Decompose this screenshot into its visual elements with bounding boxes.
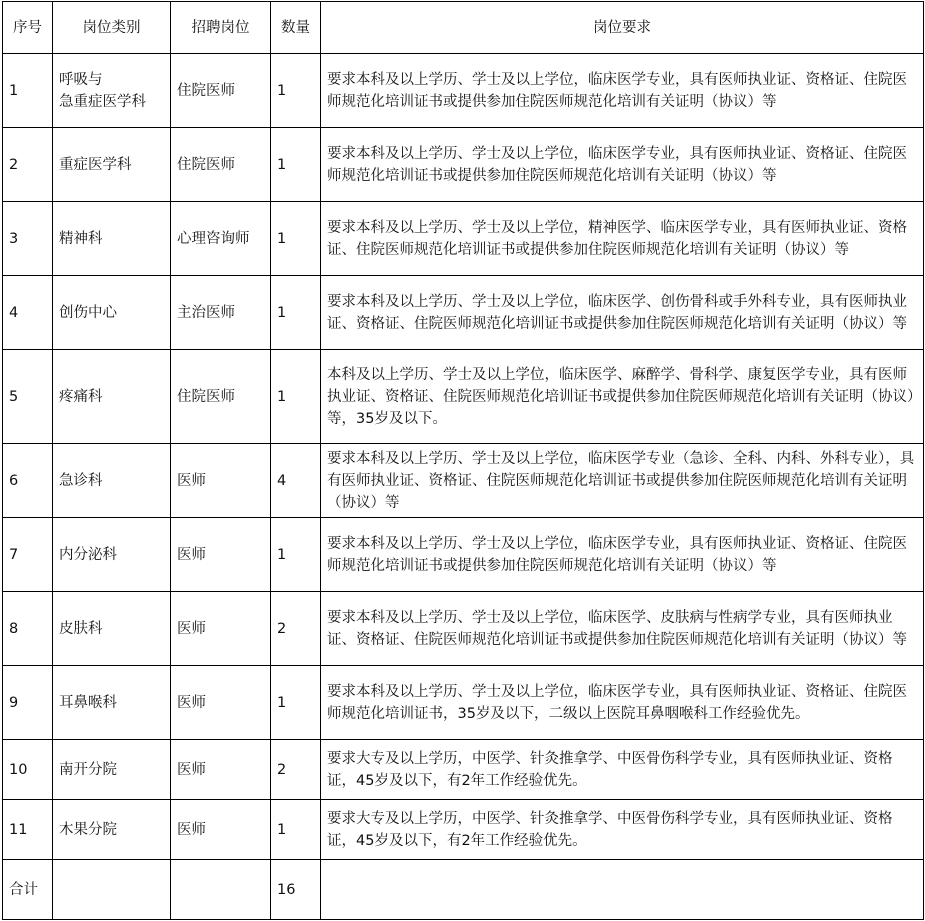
header-position: 招聘岗位 [171,2,271,54]
total-category-empty [53,860,171,920]
row-requirement: 本科及以上学历、学士及以上学位，临床医学、麻醉学、骨科学、康复医学专业，具有医师执业证、资格证、住院医师规范化培训证书或提供参加住院医师规范化培训有关证明（协议）等，35岁及以下。 [321,350,924,444]
table-row [3,518,924,592]
row-count: 1 [271,276,321,350]
total-position-empty [171,860,271,920]
table-row [3,350,924,444]
row-requirement: 要求本科及以上学历、学士及以上学位，临床医学、皮肤病与性病学专业，具有医师执业证、资格证、住院医师规范化培训证书或提供参加住院医师规范化培训有关证明（协议）等 [321,592,924,666]
row-count: 1 [271,202,321,276]
row-position: 住院医师 [171,350,271,444]
row-seq: 9 [3,666,53,740]
row-position: 医师 [171,518,271,592]
row-category: 创伤中心 [53,276,171,350]
header-count: 数量 [271,2,321,54]
row-count: 1 [271,350,321,444]
row-seq: 10 [3,740,53,800]
row-requirement: 要求本科及以上学历、学士及以上学位，精神医学、临床医学专业，具有医师执业证、资格证、住院医师规范化培训证书或提供参加住院医师规范化培训有关证明（协议）等 [321,202,924,276]
total-requirement-empty [321,860,924,920]
row-category: 耳鼻喉科 [53,666,171,740]
table-row [3,444,924,518]
table-row [3,666,924,740]
row-count: 1 [271,54,321,128]
row-requirement: 要求本科及以上学历、学士及以上学位，临床医学专业，具有医师执业证、资格证、住院医师规范化培训证书或提供参加住院医师规范化培训有关证明（协议）等 [321,54,924,128]
table-row [3,276,924,350]
row-requirement: 要求本科及以上学历、学士及以上学位，临床医学专业（急诊、全科、内科、外科专业），具有医师执业证、资格证、住院医师规范化培训证书或提供参加住院医师规范化培训有关证明（协议）等 [321,444,924,518]
row-category: 重症医学科 [53,128,171,202]
row-category: 精神科 [53,202,171,276]
total-label: 合计 [3,860,53,920]
row-requirement: 要求本科及以上学历、学士及以上学位，临床医学专业，具有医师执业证、资格证、住院医师规范化培训证书或提供参加住院医师规范化培训有关证明（协议）等 [321,128,924,202]
row-category: 皮肤科 [53,592,171,666]
row-position: 住院医师 [171,128,271,202]
row-count: 1 [271,800,321,860]
row-count: 1 [271,128,321,202]
row-seq: 1 [3,54,53,128]
row-seq: 7 [3,518,53,592]
row-seq: 11 [3,800,53,860]
row-requirement: 要求大专及以上学历，中医学、针灸推拿学、中医骨伤科学专业，具有医师执业证、资格证，45岁及以下，有2年工作经验优先。 [321,740,924,800]
row-category: 木果分院 [53,800,171,860]
row-seq: 2 [3,128,53,202]
row-position: 心理咨询师 [171,202,271,276]
header-seq: 序号 [3,2,53,54]
total-row [3,860,924,920]
table-header-row [3,2,924,54]
table-row [3,54,924,128]
table-row [3,800,924,860]
row-position: 医师 [171,592,271,666]
row-seq: 3 [3,202,53,276]
row-seq: 5 [3,350,53,444]
row-position: 住院医师 [171,54,271,128]
table-row [3,592,924,666]
row-position: 医师 [171,666,271,740]
row-category: 呼吸与 急重症医学科 [53,54,171,128]
table-row [3,128,924,202]
header-category: 岗位类别 [53,2,171,54]
row-position: 主治医师 [171,276,271,350]
row-count: 2 [271,740,321,800]
row-position: 医师 [171,740,271,800]
row-category: 急诊科 [53,444,171,518]
row-count: 2 [271,592,321,666]
row-count: 1 [271,518,321,592]
row-count: 1 [271,666,321,740]
table-row [3,202,924,276]
row-position: 医师 [171,800,271,860]
table-row [3,740,924,800]
row-seq: 6 [3,444,53,518]
row-seq: 8 [3,592,53,666]
row-requirement: 要求大专及以上学历，中医学、针灸推拿学、中医骨伤科学专业，具有医师执业证、资格证，45岁及以下，有2年工作经验优先。 [321,800,924,860]
row-requirement: 要求本科及以上学历、学士及以上学位，临床医学专业，具有医师执业证、资格证、住院医师规范化培训证书，35岁及以下，二级以上医院耳鼻咽喉科工作经验优先。 [321,666,924,740]
row-count: 4 [271,444,321,518]
header-requirement: 岗位要求 [321,2,924,54]
row-category: 南开分院 [53,740,171,800]
total-count: 16 [271,860,321,920]
recruitment-table [2,1,924,920]
row-category: 疼痛科 [53,350,171,444]
row-seq: 4 [3,276,53,350]
row-position: 医师 [171,444,271,518]
row-category: 内分泌科 [53,518,171,592]
row-requirement: 要求本科及以上学历、学士及以上学位，临床医学、创伤骨科或手外科专业，具有医师执业证、资格证、住院医师规范化培训证书或提供参加住院医师规范化培训有关证明（协议）等 [321,276,924,350]
row-requirement: 要求本科及以上学历、学士及以上学位，临床医学专业，具有医师执业证、资格证、住院医师规范化培训证书或提供参加住院医师规范化培训有关证明（协议）等 [321,518,924,592]
